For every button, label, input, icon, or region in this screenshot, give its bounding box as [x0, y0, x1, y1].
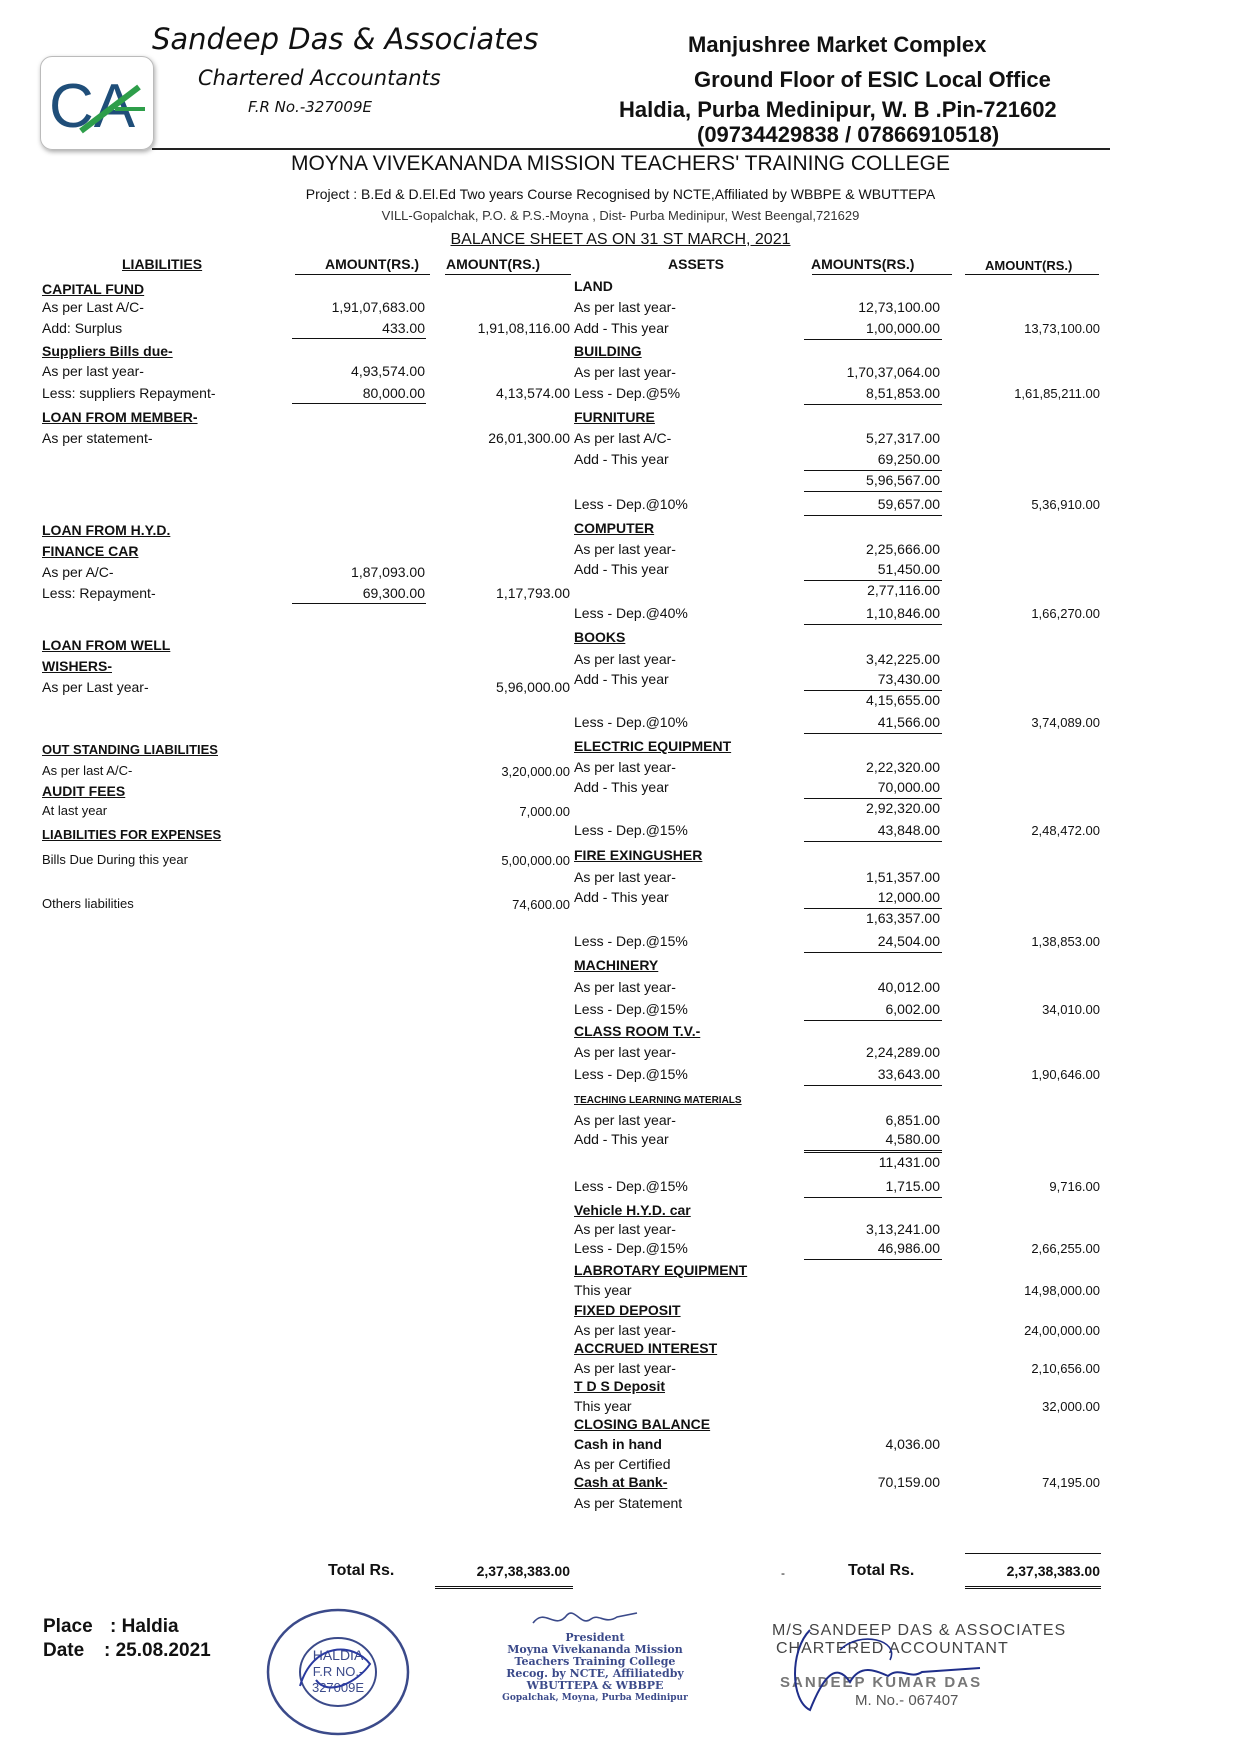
asset-amount-3: 2,77,116.00 — [867, 582, 940, 598]
amount-underline — [804, 1197, 942, 1198]
president-signature — [525, 1605, 645, 1633]
asset-label: Less - Dep.@15% — [574, 1178, 688, 1194]
asset-amount-3: 2,25,666.00 — [866, 541, 940, 557]
ca-stamp-line-3: SANDEEP KUMAR DAS — [780, 1674, 983, 1691]
col-amount-1: AMOUNT(RS.) — [325, 256, 420, 272]
asset-amount-4: 3,74,089.00 — [1031, 715, 1100, 730]
asset-label: Add - This year — [574, 320, 669, 336]
asset-amount-3: 70,159.00 — [877, 1474, 940, 1490]
asset-label: As per last year- — [574, 979, 676, 995]
amount-overline — [804, 908, 942, 909]
liability-label: LOAN FROM H.Y.D. — [42, 522, 171, 538]
ca-stamp-line-2: CHARTERED ACCOUNTANT — [776, 1640, 1009, 1657]
asset-label: Cash at Bank- — [574, 1474, 668, 1490]
asset-label: As per Certified — [574, 1456, 671, 1472]
col-amount-4: AMOUNT(RS.) — [985, 258, 1073, 273]
asset-amount-3: 2,22,320.00 — [866, 759, 940, 775]
asset-label: ACCRUED INTEREST — [574, 1340, 718, 1356]
firm-type: Chartered Accountants — [198, 66, 441, 90]
amount-underline — [804, 733, 942, 734]
asset-amount-3: 5,27,317.00 — [866, 430, 940, 446]
liability-amount-1: 1,91,07,683.00 — [331, 299, 425, 315]
liability-label: FINANCE CAR — [42, 543, 139, 559]
address-line-2: Ground Floor of ESIC Local Office — [694, 67, 1051, 92]
amount-overline — [804, 798, 942, 799]
liability-label: As per last A/C- — [42, 763, 133, 778]
asset-amount-3: 41,566.00 — [877, 714, 940, 730]
asset-amount-3: 2,92,320.00 — [866, 800, 940, 816]
asset-amount-3: 70,000.00 — [877, 779, 940, 795]
asset-label: Add - This year — [574, 451, 669, 467]
total-right-overline — [965, 1553, 1101, 1554]
president-stamp-line: Teachers Training College — [514, 1655, 676, 1668]
asset-amount-3: 33,643.00 — [877, 1066, 940, 1082]
place-label: Place — [43, 1616, 93, 1637]
asset-label: As per last year- — [574, 541, 676, 557]
col-amount-3: AMOUNTS(RS.) — [811, 256, 915, 272]
liability-amount-1: 1,87,093.00 — [351, 564, 425, 580]
amount-underline — [804, 1085, 942, 1086]
amount-underline — [804, 339, 942, 340]
amount-underline — [292, 403, 426, 404]
ca-logo — [40, 56, 154, 150]
president-stamp-line: President — [565, 1631, 625, 1644]
liability-label: WISHERS- — [42, 658, 112, 674]
liability-label: Suppliers Bills due- — [42, 343, 173, 359]
asset-label: As per last year- — [574, 1112, 676, 1128]
asset-amount-3: 3,42,225.00 — [866, 651, 940, 667]
amount-underline — [804, 1150, 942, 1151]
amount-overline — [804, 690, 942, 691]
asset-amount-3: 51,450.00 — [877, 561, 940, 577]
asset-amount-3: 5,96,567.00 — [866, 472, 940, 488]
amount-overline — [804, 580, 942, 581]
liability-label: AUDIT FEES — [42, 783, 126, 799]
liability-label: LOAN FROM WELL — [42, 637, 171, 653]
asset-amount-4: 34,010.00 — [1042, 1002, 1100, 1017]
liability-amount-2: 7,000.00 — [519, 804, 570, 819]
asset-label: Less - Dep.@15% — [574, 933, 688, 949]
asset-amount-4: 2,10,656.00 — [1031, 1361, 1100, 1376]
liability-amount-2: 26,01,300.00 — [488, 430, 570, 446]
asset-amount-4: 32,000.00 — [1042, 1399, 1100, 1414]
svg-text:F.R NO.-: F.R NO.- — [312, 1664, 364, 1679]
liability-label: CAPITAL FUND — [42, 281, 145, 297]
ca-stamp-line-1: M/S SANDEEP DAS & ASSOCIATES — [772, 1622, 1067, 1639]
asset-label: T D S Deposit — [574, 1378, 666, 1394]
col-underline — [812, 274, 952, 275]
amount-underline — [804, 1020, 942, 1021]
asset-amount-3: 46,986.00 — [877, 1240, 940, 1256]
asset-label: LAND — [574, 278, 613, 294]
asset-amount-3: 24,504.00 — [877, 933, 940, 949]
liability-label: As per last year- — [42, 363, 144, 379]
amount-underline — [804, 404, 942, 405]
col-underline — [295, 274, 430, 275]
liability-label: LOAN FROM MEMBER- — [42, 409, 198, 425]
liability-amount-2: 4,13,574.00 — [496, 385, 570, 401]
amount-overline — [804, 1152, 942, 1153]
asset-amount-3: 6,002.00 — [885, 1001, 940, 1017]
asset-label: Less - Dep.@40% — [574, 605, 688, 621]
asset-label: Less - Dep.@10% — [574, 714, 688, 730]
amount-overline — [804, 470, 942, 471]
col-underline — [965, 274, 1099, 275]
asset-amount-4: 24,00,000.00 — [1024, 1323, 1100, 1338]
college-name: MOYNA VIVEKANANDA MISSION TEACHERS' TRAINING COLLEGE — [290, 152, 951, 175]
asset-amount-3: 4,15,655.00 — [866, 692, 940, 708]
liability-label: At last year — [42, 803, 108, 818]
col-underline — [445, 274, 571, 275]
asset-label: Less - Dep.@15% — [574, 1066, 688, 1082]
asset-label: FIXED DEPOSIT — [574, 1302, 681, 1318]
asset-label: This year — [574, 1282, 632, 1298]
asset-amount-3: 11,431.00 — [878, 1154, 940, 1170]
asset-label: CLASS ROOM T.V.- — [574, 1023, 701, 1039]
liability-amount-1: 69,300.00 — [362, 585, 425, 601]
asset-label: As per last year- — [574, 299, 676, 315]
liability-label: Less: Repayment- — [42, 585, 156, 601]
asset-amount-3: 40,012.00 — [877, 979, 940, 995]
asset-amount-3: 1,715.00 — [885, 1178, 940, 1194]
asset-amount-3: 4,036.00 — [885, 1436, 940, 1452]
amount-underline — [804, 952, 942, 953]
col-amount-2: AMOUNT(RS.) — [446, 256, 541, 272]
liability-amount-1: 80,000.00 — [362, 385, 425, 401]
asset-label: BUILDING — [574, 343, 642, 359]
svg-text:327009E: 327009E — [311, 1680, 365, 1695]
asset-label: FIRE EXINGUSHER — [574, 847, 703, 863]
amount-underline — [804, 1259, 942, 1260]
liability-label: As per statement- — [42, 430, 153, 446]
liability-label: As per Last year- — [42, 679, 149, 695]
asset-label: COMPUTER — [574, 520, 655, 536]
asset-amount-4: 1,38,853.00 — [1031, 934, 1100, 949]
address-line-3: Haldia, Purba Medinipur, W. B .Pin-721602 — [619, 97, 1057, 122]
amount-underline — [804, 841, 942, 842]
asset-amount-3: 1,00,000.00 — [866, 320, 940, 336]
asset-label: Cash in hand — [574, 1436, 662, 1452]
ca-logo-icon — [41, 57, 153, 149]
asset-amount-3: 43,848.00 — [877, 822, 940, 838]
asset-label: As per last year- — [574, 1221, 676, 1237]
liability-label: As per A/C- — [42, 564, 114, 580]
asset-amount-4: 74,195.00 — [1042, 1475, 1100, 1490]
client-address: VILL-Gopalchak, P.O. & P.S.-Moyna , Dist- Purba Medinipur, West Beengal,721629 — [381, 208, 860, 223]
asset-label: LABROTARY EQUIPMENT — [574, 1262, 748, 1278]
asset-amount-3: 12,73,100.00 — [858, 299, 940, 315]
firm-name: Sandeep Das & Associates — [152, 22, 539, 56]
asset-label: FURNITURE — [574, 409, 655, 425]
liability-amount-1: 433.00 — [382, 320, 425, 336]
liability-amount-1: 4,93,574.00 — [351, 363, 425, 379]
amount-underline — [292, 603, 426, 604]
liability-amount-2: 3,20,000.00 — [501, 764, 570, 779]
liability-amount-2: 5,96,000.00 — [496, 679, 570, 695]
asset-label: Add - This year — [574, 671, 669, 687]
asset-amount-3: 73,430.00 — [877, 671, 940, 687]
asset-amount-4: 13,73,100.00 — [1024, 321, 1100, 336]
asset-amount-4: 9,716.00 — [1049, 1179, 1100, 1194]
ca-signature — [780, 1610, 1010, 1720]
col-liabilities: LIABILITIES — [122, 256, 203, 272]
asset-label: As per last A/C- — [574, 430, 672, 446]
liability-label: Less: suppliers Repayment- — [42, 385, 216, 401]
total-left-underline — [435, 1586, 573, 1589]
asset-amount-3: 8,51,853.00 — [866, 385, 940, 401]
liability-label: As per Last A/C- — [42, 299, 144, 315]
asset-label: As per last year- — [574, 759, 676, 775]
asset-label: BOOKS — [574, 629, 626, 645]
liability-amount-2: 74,600.00 — [512, 897, 570, 912]
president-stamp-line: Gopalchak, Moyna, Purba Medinipur — [502, 1693, 688, 1703]
ca-stamp-line-4: M. No.- 067407 — [855, 1692, 959, 1709]
firm-round-stamp — [258, 1602, 418, 1742]
asset-amount-3: 1,70,37,064.00 — [846, 364, 940, 380]
asset-amount-4: 1,90,646.00 — [1031, 1067, 1100, 1082]
date-label: Date — [43, 1640, 85, 1661]
address-line-1: Manjushree Market Complex — [688, 32, 987, 57]
asset-amount-3: 6,851.00 — [885, 1112, 940, 1128]
president-stamp-line: WBUTTEPA & WBBPE — [526, 1679, 664, 1692]
total-left-value: 2,37,38,383.00 — [476, 1563, 570, 1579]
svg-text:HALDIA: HALDIA — [312, 1647, 364, 1663]
asset-label: Vehicle H.Y.D. car — [574, 1202, 691, 1218]
asset-label: MACHINERY — [574, 957, 659, 973]
amount-underline — [804, 515, 942, 516]
total-dash: - — [781, 1566, 785, 1580]
fr-number: F.R No.-327009E — [248, 98, 372, 116]
asset-label: Add - This year — [574, 1131, 669, 1147]
asset-amount-3: 2,24,289.00 — [866, 1044, 940, 1060]
asset-amount-4: 2,66,255.00 — [1031, 1241, 1100, 1256]
asset-label: TEACHING LEARNING MATERIALS — [574, 1095, 742, 1106]
phone-numbers: (09734429838 / 07866910518) — [697, 122, 1000, 147]
amount-underline — [804, 491, 942, 492]
asset-label: As per last year- — [574, 869, 676, 885]
liability-amount-2: 1,17,793.00 — [496, 585, 570, 601]
asset-amount-3: 1,10,846.00 — [866, 605, 940, 621]
asset-label: CLOSING BALANCE — [574, 1416, 711, 1432]
asset-amount-3: 1,63,357.00 — [866, 910, 940, 926]
asset-amount-4: 1,61,85,211.00 — [1014, 386, 1100, 401]
col-assets: ASSETS — [668, 256, 725, 272]
asset-amount-4: 5,36,910.00 — [1031, 497, 1100, 512]
asset-label: Less - Dep.@15% — [574, 1001, 688, 1017]
asset-amount-3: 12,000.00 — [877, 889, 940, 905]
asset-amount-4: 1,66,270.00 — [1031, 606, 1100, 621]
asset-label: ELECTRIC EQUIPMENT — [574, 738, 732, 754]
asset-label: Less - Dep.@10% — [574, 496, 688, 512]
asset-label: As per last year- — [574, 1360, 676, 1376]
liability-label: Add: Surplus — [42, 320, 123, 336]
president-stamp-line: Recog. by NCTE, Affiliatedby — [506, 1667, 684, 1680]
liability-label: OUT STANDING LIABILITIES — [42, 742, 218, 757]
liability-amount-2: 5,00,000.00 — [501, 853, 570, 868]
total-right-underline — [965, 1586, 1101, 1589]
asset-amount-3: 59,657.00 — [877, 496, 940, 512]
asset-amount-3: 4,580.00 — [885, 1131, 940, 1147]
asset-amount-4: 14,98,000.00 — [1024, 1283, 1100, 1298]
total-right-label: Total Rs. — [848, 1562, 915, 1579]
project-line: Project : B.Ed & D.El.Ed Two years Course Recognised by NCTE,Affiliated by WBBPE & WBUTTEPA — [305, 186, 936, 202]
liability-amount-2: 1,91,08,116.00 — [477, 320, 570, 336]
logo-text: CA — [49, 72, 136, 141]
president-stamp — [495, 1632, 695, 1704]
president-stamp-line: Moyna Vivekananda Mission — [507, 1643, 683, 1656]
asset-label: This year — [574, 1398, 632, 1414]
asset-label: As per last year- — [574, 1322, 676, 1338]
place-value: : Haldia — [110, 1616, 179, 1637]
asset-label: As per last year- — [574, 364, 676, 380]
asset-label: Less - Dep.@5% — [574, 385, 681, 401]
liability-label: Bills Due During this year — [42, 852, 188, 867]
asset-label: As per last year- — [574, 1044, 676, 1060]
asset-label: Less - Dep.@15% — [574, 822, 688, 838]
asset-label: As per last year- — [574, 651, 676, 667]
asset-amount-3: 3,13,241.00 — [866, 1221, 940, 1237]
liability-label: LIABILITIES FOR EXPENSES — [42, 827, 222, 842]
liability-label: Others liabilities — [42, 896, 134, 911]
asset-label: Add - This year — [574, 779, 669, 795]
asset-label: Add - This year — [574, 889, 669, 905]
asset-label: As per Statement — [574, 1495, 683, 1511]
total-right-value: 2,37,38,383.00 — [1006, 1563, 1100, 1579]
header-divider — [152, 148, 1110, 150]
asset-amount-4: 2,48,472.00 — [1031, 823, 1100, 838]
total-left-label: Total Rs. — [328, 1562, 395, 1579]
asset-amount-3: 1,51,357.00 — [866, 869, 940, 885]
amount-underline — [804, 624, 942, 625]
asset-label: Less - Dep.@15% — [574, 1240, 688, 1256]
asset-amount-3: 69,250.00 — [877, 451, 940, 467]
amount-underline — [292, 338, 426, 339]
asset-label: Add - This year — [574, 561, 669, 577]
date-value: : 25.08.2021 — [104, 1640, 211, 1661]
balance-sheet-title: BALANCE SHEET AS ON 31 ST MARCH, 2021 — [450, 231, 791, 248]
